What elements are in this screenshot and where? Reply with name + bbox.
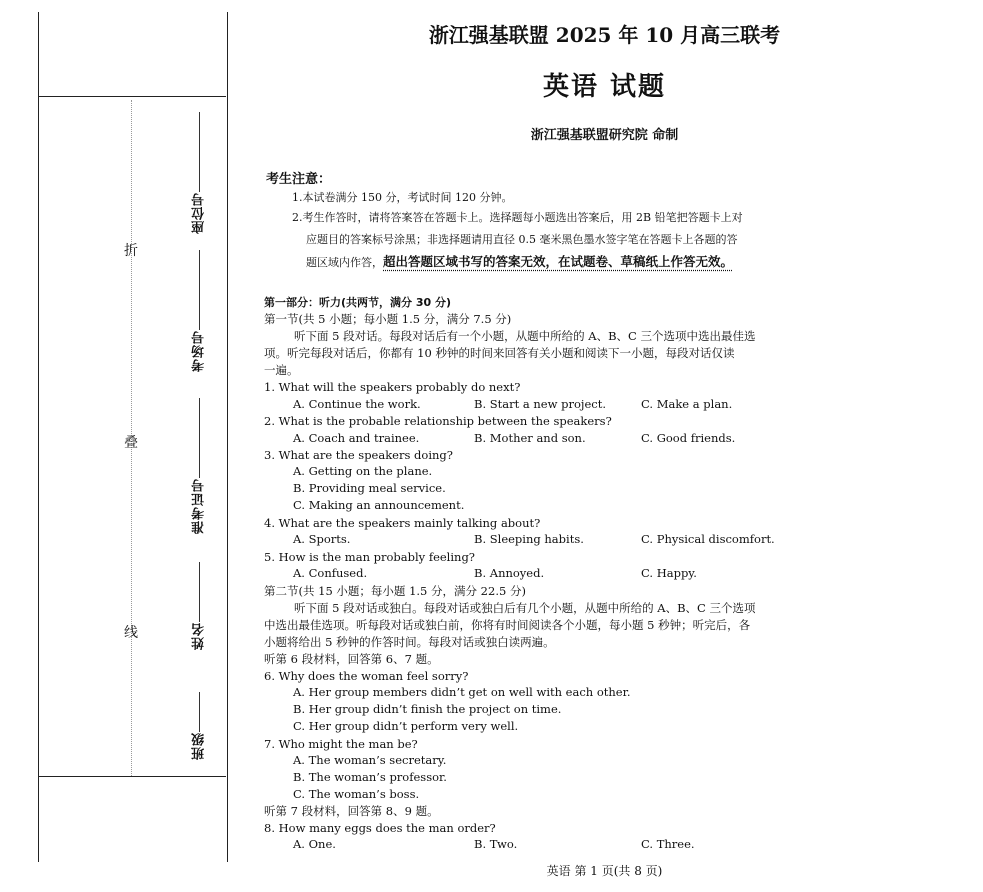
page-footer: 英语 第 1 页(共 8 页) <box>546 864 663 878</box>
field-name[interactable]: 姓名 <box>190 560 209 650</box>
section1-instr-l3: 一遍。 <box>264 363 299 377</box>
margin-divider-top <box>38 96 226 97</box>
field-admission-ticket[interactable]: 准考证号 <box>190 396 209 534</box>
publisher: 浙江强基联盟研究院 命制 <box>530 128 679 143</box>
question-7-option-b: B. The woman’s professor. <box>293 770 447 784</box>
question-8-option-a: A. One. <box>293 837 336 851</box>
section2-instr-l2: 中选出最佳选项。听每段对话或独白前，你将有时间阅读各个小题，每小题 5 秒钟；听完后，各 <box>264 618 751 632</box>
subject-title: 英语 试题 <box>542 72 667 102</box>
question-1-option-c: C. Make a plan. <box>641 397 733 411</box>
question-4-option-a: A. Sports. <box>293 532 351 546</box>
question-6-option-c: C. Her group didn’t perform very well. <box>293 719 519 733</box>
notice-item-2-line2: 应题目的答案标号涂黑；非选择题请用直径 0.5 毫米黑色墨水签字笔在答题卡上各题的答 <box>306 233 738 246</box>
question-8-option-b: B. Two. <box>474 837 518 851</box>
question-2-option-a: A. Coach and trainee. <box>293 431 420 445</box>
section1-instr-l1: 听下面 5 段对话。每段对话后有一个小题，从题中所给的 A、B、C 三个选项中选出最佳选 <box>294 329 756 343</box>
field-class[interactable]: 班级 <box>190 690 209 760</box>
exam-title: 浙江强基联盟 2025 年 10 月高三联考 <box>428 23 781 47</box>
question-3-option-c: C. Making an announcement. <box>293 498 465 512</box>
material-6-instruction: 听第 6 段材料，回答第 6、7 题。 <box>264 652 439 666</box>
question-3-option-a: A. Getting on the plane. <box>293 464 433 478</box>
question-1-option-b: B. Start a new project. <box>474 397 606 411</box>
seal-char-line: 线 <box>124 625 138 641</box>
notice-item-1: 1.本试卷满分 150 分，考试时间 120 分钟。 <box>292 191 513 204</box>
question-5-stem: 5. How is the man probably feeling? <box>264 550 475 564</box>
question-3-option-b: B. Providing meal service. <box>293 481 446 495</box>
material-7-instruction: 听第 7 段材料，回答第 8、9 题。 <box>264 804 439 818</box>
question-7-option-a: A. The woman’s secretary. <box>293 753 447 767</box>
question-1-stem: 1. What will the speakers probably do next? <box>264 380 521 394</box>
question-1-option-a: A. Continue the work. <box>293 397 421 411</box>
question-8-option-c: C. Three. <box>641 837 695 851</box>
margin-divider-bottom <box>38 776 226 777</box>
field-seat-number[interactable]: 座位号 <box>190 110 209 234</box>
notice-heading: 考生注意： <box>266 172 332 187</box>
field-exam-room[interactable]: 考场号 <box>190 248 209 372</box>
question-2-option-c: C. Good friends. <box>641 431 736 445</box>
section2-heading: 第二节(共 15 小题；每小题 1.5 分，满分 22.5 分) <box>264 584 526 598</box>
notice-item-2-line3 <box>306 250 733 274</box>
notice-emphasis: 超出答题区域书写的答案无效，在试题卷、草稿纸上作答无效。 <box>383 254 734 269</box>
question-4-option-b: B. Sleeping habits. <box>474 532 584 546</box>
question-2-option-b: B. Mother and son. <box>474 431 586 445</box>
section1-instr-l2: 项。听完每段对话后，你都有 10 秒钟的时间来回答有关小题和阅读下一小题，每段对话仅读 <box>264 346 735 360</box>
question-7-option-c: C. The woman’s boss. <box>293 787 420 801</box>
question-6-option-b: B. Her group didn’t finish the project on time. <box>293 702 562 716</box>
question-8-stem: 8. How many eggs does the man order? <box>264 821 496 835</box>
question-5-option-b: B. Annoyed. <box>474 566 545 580</box>
question-6-stem: 6. Why does the woman feel sorry? <box>264 669 469 683</box>
part1-heading: 第一部分：听力(共两节，满分 30 分) <box>264 296 452 309</box>
question-2-stem: 2. What is the probable relationship between the speakers? <box>264 414 612 428</box>
question-5-option-a: A. Confused. <box>293 566 368 580</box>
notice-item-2-line3-text: 题区域内作答， <box>306 256 383 269</box>
seal-char-fold: 折 <box>124 243 138 259</box>
seal-char-overlap: 叠 <box>124 435 138 451</box>
question-3-stem: 3. What are the speakers doing? <box>264 448 453 462</box>
question-6-option-a: A. Her group members didn’t get on well with each other. <box>293 685 631 699</box>
section2-instr-l1: 听下面 5 段对话或独白。每段对话或独白后有几个小题，从题中所给的 A、B、C 三个选项 <box>294 601 756 615</box>
section2-instr-l3: 小题将给出 5 秒钟的作答时间。每段对话或独白读两遍。 <box>264 635 555 649</box>
section1-heading: 第一节(共 5 小题；每小题 1.5 分，满分 7.5 分) <box>264 312 512 326</box>
question-4-stem: 4. What are the speakers mainly talking about? <box>264 516 541 530</box>
question-5-option-c: C. Happy. <box>641 566 697 580</box>
question-7-stem: 7. Who might the man be? <box>264 737 418 751</box>
notice-item-2-line1: 2.考生作答时，请将答案答在答题卡上。选择题每小题选出答案后，用 2B 铅笔把答题卡上对 <box>292 211 743 224</box>
question-4-option-c: C. Physical discomfort. <box>641 532 775 546</box>
